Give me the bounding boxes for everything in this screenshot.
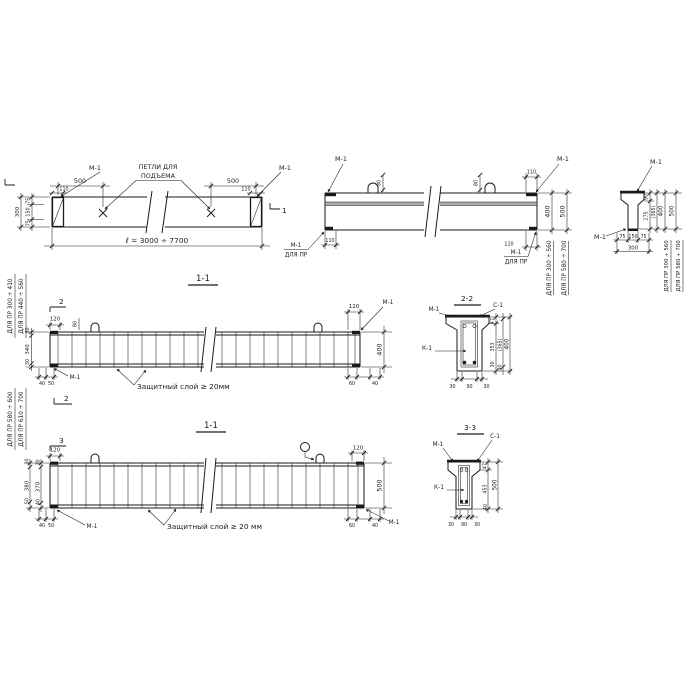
m1-label-right: М-1 (388, 520, 400, 526)
dim-453: 453 (483, 484, 489, 494)
dim-40-bl: 40 (38, 524, 46, 529)
top-bar (463, 324, 466, 327)
range-label-a: ДЛЯ ПР 580 ÷ 600 (8, 391, 14, 447)
dim-300-total: 300 (627, 245, 639, 252)
dim-340: 340 (25, 344, 31, 355)
dim-web-275: 275 (644, 211, 650, 221)
dim-30-cover: 30 (491, 361, 496, 368)
dim-500-right: 500 (226, 177, 240, 185)
dim-90: 90 (466, 385, 473, 390)
m1-leader-left (57, 510, 85, 525)
m1-label-left: М-1 (89, 164, 101, 172)
range-label-b: ДЛЯ ПР 610 ÷ 700 (19, 391, 25, 447)
m1-plate-topright (526, 193, 537, 196)
dim-30-outer: 30 (25, 458, 31, 465)
end-plate-left-hatch (53, 198, 64, 227)
m1-leader-top (637, 166, 652, 192)
m1-label-topright: М-1 (557, 155, 569, 163)
m1-plate-bottomleft (50, 505, 58, 509)
section-mark-1: 1 (282, 206, 287, 215)
dim-75-top: 75 (26, 197, 32, 204)
dim-40-bl: 40 (38, 382, 46, 387)
shelf-band (325, 202, 424, 206)
dim-75-left: 75 (619, 235, 626, 240)
m1-label-topleft: М-1 (335, 155, 347, 163)
m1-leader-right (361, 307, 383, 330)
stirrup-inner (463, 323, 476, 365)
dim-120-left: 120 (49, 316, 61, 323)
stirrup-outer (461, 321, 478, 367)
break-lines (146, 191, 168, 233)
dim-75-right: 75 (640, 235, 647, 240)
m1-label-bottomleft: М-1 (290, 243, 302, 249)
m1-leader-right (257, 172, 281, 197)
loops-leader-left (105, 181, 136, 210)
m1-label-left: М-1 (86, 524, 98, 530)
dim-365-paren: (365) (498, 338, 504, 352)
dim-50-bl: 50 (47, 382, 55, 387)
m1-label-right: М-1 (279, 164, 291, 172)
dim-30-inner: 30 (36, 459, 42, 466)
dim-47: 47 (491, 317, 496, 325)
view-title-3-3: 3-3 (463, 423, 477, 432)
dim-ext (348, 509, 380, 522)
elevation-view (284, 155, 572, 296)
m1-plate-bottomright (352, 364, 360, 368)
range-label-500: ДЛЯ ПР 580 ÷ 700 (676, 240, 682, 292)
cover-leader-1 (117, 369, 134, 385)
dim-110-left: 110 (59, 187, 69, 193)
dim-50-outer: 50 (25, 497, 31, 505)
m1-plate-topleft (50, 331, 58, 334)
k1-label: К-1 (434, 485, 444, 491)
m1-leader-bottomright (528, 232, 536, 257)
c1-label: С-1 (493, 303, 503, 309)
m1-plate-bottomleft (50, 364, 58, 368)
dim-50-bl: 50 (47, 524, 55, 529)
loops-leader-right (181, 181, 210, 210)
m1-label-bottomright: М-1 (510, 250, 522, 256)
lifting-loop-right (316, 454, 324, 463)
t-section-outline (448, 462, 480, 509)
m1-plate-topright (356, 462, 364, 465)
k1-label: К-1 (422, 346, 432, 352)
c1-label: С-1 (490, 434, 500, 440)
dim-height-400: 400 (375, 343, 384, 356)
dim-500-left: 500 (73, 177, 87, 185)
dim-30-bottom: 30 (26, 358, 31, 366)
dim-80-left: 80 (377, 179, 383, 187)
break-lines (425, 186, 441, 237)
dim-47: 47 (483, 462, 489, 470)
bottom-bar (460, 500, 463, 503)
dim-ext (17, 197, 50, 227)
dim-380: 380 (24, 480, 31, 492)
dim-80-right: 80 (474, 179, 480, 187)
dim-90: 90 (460, 523, 468, 528)
cover-note: Защитный слой ≥ 20мм (137, 382, 230, 391)
section-flag-top (50, 307, 66, 312)
balloon-leader (305, 452, 314, 460)
lifting-loop-mark-right (207, 209, 215, 217)
m1-label-right: М-1 (382, 300, 394, 306)
lifting-loop-mark-left (99, 209, 107, 217)
callout-balloon (301, 443, 310, 452)
loops-label-line1: ПЕТЛИ ДЛЯ (138, 163, 178, 171)
dim-353: 353 (491, 342, 496, 352)
stirrup-inner (461, 468, 468, 504)
dim-120-left: 120 (49, 447, 61, 454)
view-title-1-1: 1-1 (195, 274, 211, 284)
range-label-400: ДЛЯ ПР 300 ÷ 560 (547, 240, 553, 296)
dim-ext (348, 368, 380, 380)
dim-40-plate: 40 (484, 503, 489, 511)
t-section-outline (446, 317, 489, 371)
t-section-outline (621, 193, 644, 229)
dim-h400: 400 (658, 205, 665, 217)
view-title-2-2: 2-2 (460, 294, 474, 303)
stirrups (58, 332, 355, 367)
loops-label-line2: ПОДЪЕМА (140, 172, 176, 180)
dim-h500: 500 (669, 205, 676, 217)
break-lines (201, 327, 216, 372)
beam-outline (325, 193, 537, 230)
section-flag-right (270, 203, 280, 209)
section-flag-left (5, 179, 15, 185)
m1-leader-topright (536, 164, 559, 192)
dim-60-br: 60 (348, 524, 356, 529)
m1-plate-bottomleft (325, 227, 333, 230)
dim-h400: 400 (543, 205, 552, 218)
dim-30-top: 30 (26, 327, 31, 334)
dim-30-left: 30 (447, 523, 455, 528)
section-mark-2-top: 2 (59, 297, 64, 306)
dim-150: 150 (26, 207, 32, 217)
range-label-500: ДЛЯ ПР 580 ÷ 700 (562, 240, 568, 296)
m1-label-left: М-1 (69, 375, 81, 381)
end-plate-right-hatch (251, 198, 262, 227)
dim-110-bottomright: 110 (504, 242, 514, 248)
section-mark-3: 3 (59, 436, 64, 445)
lifting-loop-left (91, 454, 99, 463)
for-pr-label-bottomleft: ДЛЯ ПР (284, 252, 308, 259)
section-flag-bottom (54, 398, 72, 404)
range-label-a: ДЛЯ ПР 300 ÷ 410 (8, 278, 14, 334)
dim-30-left: 30 (449, 385, 456, 390)
stirrup-outer (459, 466, 470, 506)
dim-40-inner: 40 (36, 498, 42, 506)
cover-leader-1 (148, 510, 164, 525)
section-mark-2-bottom: 2 (64, 394, 69, 403)
m1-label: М-1 (432, 442, 444, 448)
dim-110-right: 110 (241, 187, 251, 193)
lifting-loop-left (368, 183, 378, 193)
dim-30-right: 30 (483, 385, 490, 390)
m1-label-top: М-1 (650, 158, 662, 166)
dim-height-500: 500 (492, 479, 499, 491)
m1-plate-bottomright (356, 505, 364, 509)
lifting-loop-left (91, 323, 99, 332)
dim-300-total: 300 (15, 206, 21, 218)
m1-leader-topleft (328, 164, 343, 192)
c1-leader (477, 440, 492, 462)
dim-110-bottomleft: 110 (325, 239, 335, 244)
dim-length: ℓ = 3000 ÷ 7700 (125, 236, 189, 245)
cage400-view (8, 274, 394, 404)
bottom-bar (473, 361, 477, 365)
cage-chords (50, 463, 364, 508)
view-title-1-1: 1-1 (203, 421, 219, 431)
dim-60-br: 60 (348, 382, 356, 387)
m1-label-left: М-1 (594, 233, 606, 241)
section-3-3-view (433, 423, 503, 528)
end-section-view (594, 158, 683, 292)
m1-plate-bottomright (529, 227, 537, 230)
m1-label: М-1 (428, 307, 440, 313)
bottom-bar (463, 361, 467, 365)
dim-height-500: 500 (375, 479, 384, 492)
dim-150: 150 (628, 235, 638, 240)
shelf-band (440, 202, 537, 206)
section-2-2-view (422, 294, 512, 390)
dim-40-plate: 40 (498, 364, 504, 371)
dim-flange-90: 90 (644, 193, 650, 201)
dim-h500: 500 (558, 205, 567, 218)
bottom-bar (465, 500, 468, 503)
dim-ext (39, 368, 54, 380)
dim-30-right: 30 (473, 523, 481, 528)
dim-120-right: 120 (348, 304, 360, 310)
stirrups (58, 463, 358, 508)
cage500-view (8, 388, 400, 531)
dim-110-topright: 110 (526, 170, 537, 176)
m1-leader-left (54, 369, 68, 377)
dim-80-loop: 80 (73, 320, 79, 328)
m1-plate-topleft (325, 193, 336, 196)
m1-leader-left (61, 172, 100, 197)
lifting-loop-right (485, 183, 495, 193)
lifting-loop-right (314, 323, 322, 332)
dim-120-right: 120 (352, 445, 364, 452)
dim-40-br: 40 (371, 382, 379, 387)
dim-370: 370 (35, 481, 42, 493)
dim-40-br: 40 (371, 524, 379, 529)
dim-height-400: 400 (504, 338, 511, 350)
m1-leader-bottomleft (308, 232, 324, 250)
dim-75-bottom: 75 (26, 220, 32, 227)
m1-plate-topleft (50, 462, 58, 465)
m1-leader (443, 448, 453, 462)
range-label-b: ДЛЯ ПР 440 ÷ 560 (19, 278, 25, 334)
dim-365-paren: (365) (652, 205, 657, 219)
plan-view (5, 163, 291, 250)
m1-plate-topright (352, 331, 360, 334)
for-pr-label-bottomright: ДЛЯ ПР (504, 259, 528, 266)
range-label-400: ДЛЯ ПР 300 ÷ 560 (664, 240, 670, 292)
cover-note: Защитный слой ≥ 20 мм (167, 522, 263, 531)
beam-outline (52, 197, 262, 227)
